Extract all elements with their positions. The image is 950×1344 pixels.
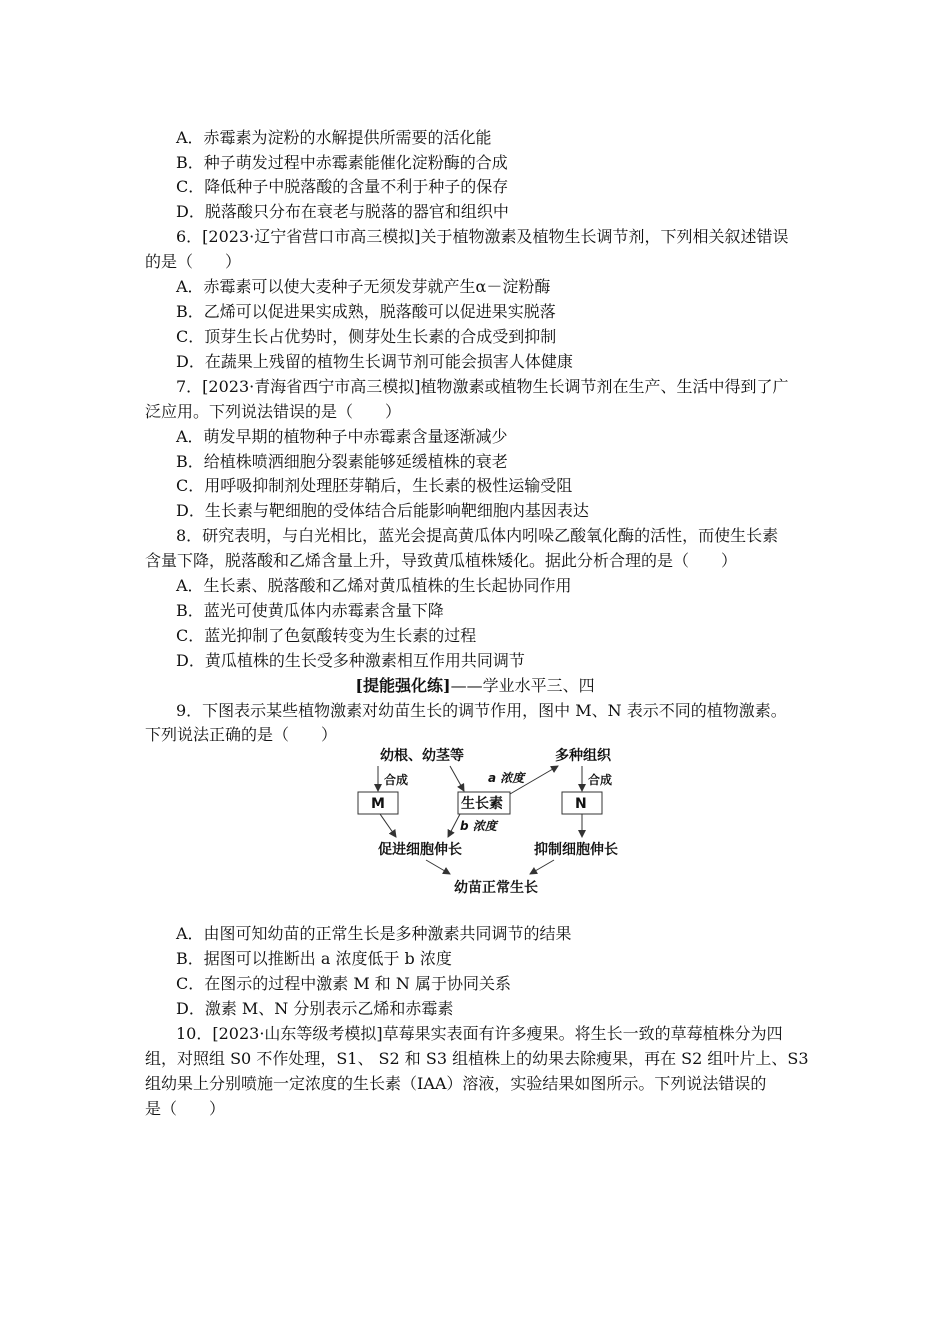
arrow-m-to-promote [380,814,396,837]
q10-stem-line4: 是（ ） [145,1099,226,1118]
section-title: [提能强化练] [355,676,451,695]
q7-option-d: D．生长素与靶细胞的受体结合后能影响靶细胞内基因表达 [176,501,589,520]
q9-stem-line2: 下列说法正确的是（ ） [145,725,338,744]
q8-option-a: A．生长素、脱落酸和乙烯对黄瓜植株的生长起协同作用 [176,576,572,595]
q8-option-c: C．蓝光抑制了色氨酸转变为生长素的过程 [176,626,477,645]
q5-option-b: B．种子萌发过程中赤霉素能催化淀粉酶的合成 [176,153,508,172]
q8-option-b: B．蓝光可使黄瓜体内赤霉素含量下降 [176,601,444,620]
q6-option-c: C．顶芽生长占优势时，侧芽处生长素的合成受到抑制 [176,327,557,346]
diagram-conc-a: a 浓度 [488,771,525,785]
q9-option-d: D．激素 M、N 分别表示乙烯和赤霉素 [176,999,454,1018]
q6-option-b: B．乙烯可以促进果实成熟，脱落酸可以促进果实脱落 [176,302,556,321]
q7-option-c: C．用呼吸抑制剂处理胚芽鞘后，生长素的极性运输受阻 [176,476,573,495]
q9-option-c: C．在图示的过程中激素 M 和 N 属于协同关系 [176,974,511,993]
hormone-regulation-diagram [340,742,640,902]
q8-stem-line1: 8．研究表明，与白光相比，蓝光会提高黄瓜体内吲哚乙酸氧化酶的活性，而使生长素 [176,526,779,545]
arrow-promote-to-result [426,860,450,874]
diagram-result: 幼苗正常生长 [454,880,538,896]
box-m-label: M [371,796,385,812]
q10-stem-line2: 组，对照组 S0 不作处理，S1、 S2 和 S3 组植株上的幼果去除瘦果，再在 S2 组叶片上、S3 [145,1049,809,1068]
arrow-auxin-b-conc [448,814,460,837]
section-heading [0,674,950,698]
q7-option-a: A．萌发早期的植物种子中赤霉素含量逐渐减少 [176,427,508,446]
q5-option-a: A．赤霉素为淀粉的水解提供所需要的活化能 [176,128,492,147]
q7-option-b: B．给植株喷洒细胞分裂素能够延缓植株的衰老 [176,452,508,471]
q8-option-d: D．黄瓜植株的生长受多种激素相互作用共同调节 [176,651,525,670]
section-subtitle: ——学业水平三、四 [450,676,595,695]
diagram-source-right: 多种组织 [555,748,611,764]
diagram-synth-left: 合成 [384,773,409,787]
diagram-source-left: 幼根、幼茎等 [380,748,464,764]
q10-stem-line1: 10．[2023·山东等级考模拟]草莓果实表面有许多瘦果。将生长一致的草莓植株分为四 [176,1024,783,1043]
arrow-inhibit-to-result [530,860,554,874]
box-auxin-label: 生长素 [461,796,503,812]
diagram-promote: 促进细胞伸长 [378,842,462,858]
q9-option-a: A．由图可知幼苗的正常生长是多种激素共同调节的结果 [176,924,572,943]
q10-stem-line3: 组幼果上分别喷施一定浓度的生长素（IAA）溶液，实验结果如图所示。下列说法错误的 [145,1074,767,1093]
q8-stem-line2: 含量下降，脱落酸和乙烯含量上升，导致黄瓜植株矮化。据此分析合理的是（ ） [145,551,738,570]
diagram-inhibit: 抑制细胞伸长 [534,842,618,858]
q7-stem-line1: 7．[2023·青海省西宁市高三模拟]植物激素或植物生长调节剂在生产、生活中得到了广 [176,377,789,396]
arrow-source-to-auxin [450,766,464,791]
q6-option-a: A．赤霉素可以使大麦种子无须发芽就产生α－淀粉酶 [176,277,551,296]
box-n-label: N [575,796,587,812]
q6-stem-line2: 的是（ ） [145,252,242,271]
diagram-synth-right: 合成 [588,773,613,787]
q5-option-c: C．降低种子中脱落酸的含量不利于种子的保存 [176,177,509,196]
q6-option-d: D．在蔬果上残留的植物生长调节剂可能会损害人体健康 [176,352,573,371]
q9-stem-line1: 9．下图表示某些植物激素对幼苗生长的调节作用，图中 M、N 表示不同的植物激素。 [176,701,787,720]
diagram-conc-b: b 浓度 [460,819,497,833]
q7-stem-line2: 泛应用。下列说法错误的是（ ） [145,402,402,421]
q6-stem-line1: 6．[2023·辽宁省营口市高三模拟]关于植物激素及植物生长调节剂，下列相关叙述错误 [176,227,789,246]
q5-option-d: D．脱落酸只分布在衰老与脱落的器官和组织中 [176,202,509,221]
q9-option-b: B．据图可以推断出 a 浓度低于 b 浓度 [176,949,452,968]
